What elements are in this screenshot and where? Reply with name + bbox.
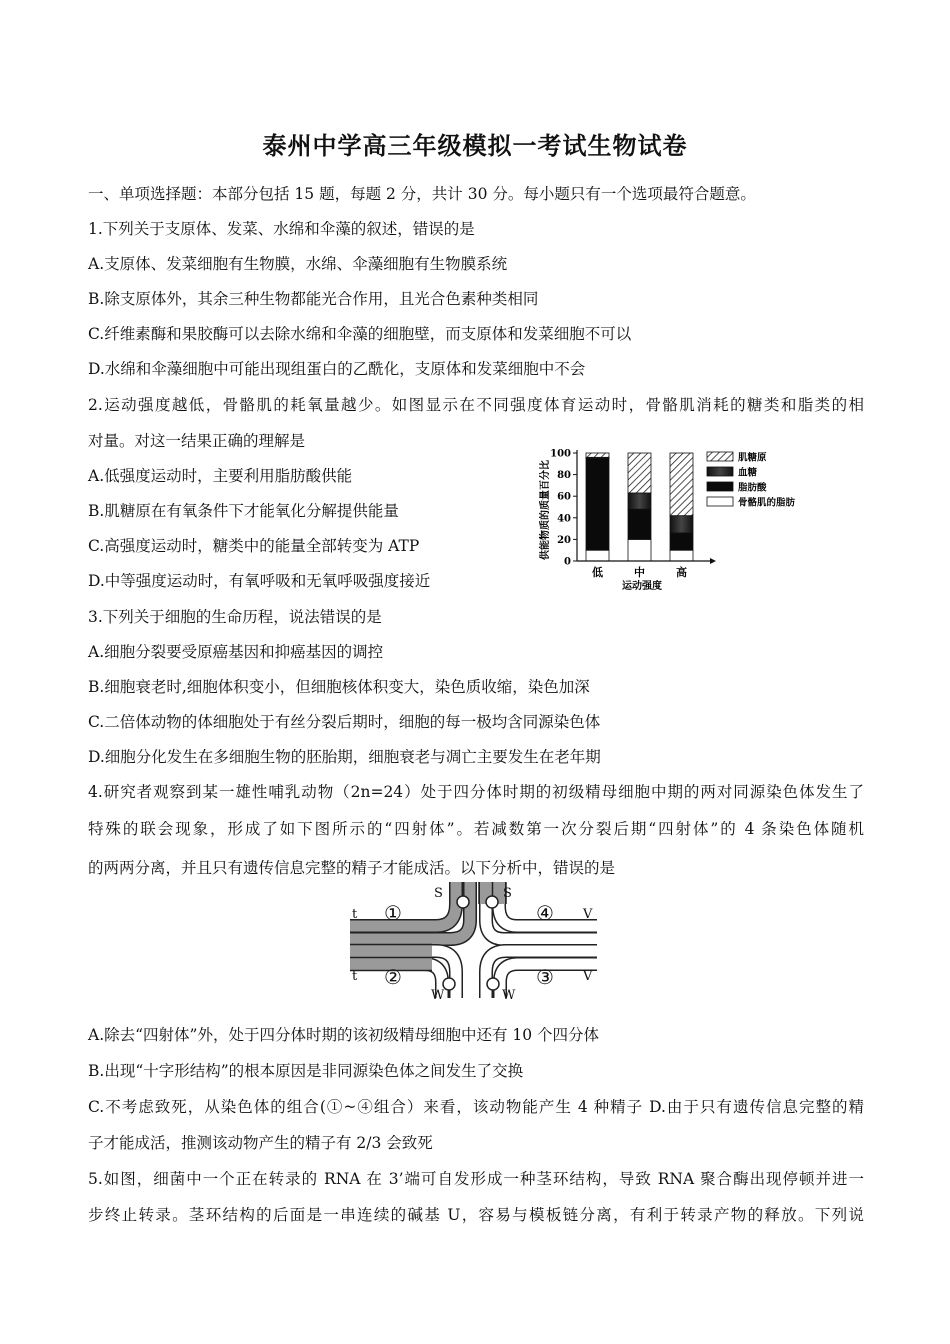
q2-option-a: A.低强度运动时，主要利用脂肪酸供能 — [88, 467, 353, 485]
legend-label: 骨骼肌的脂肪 — [738, 497, 796, 509]
q1-option-c: C.纤维素酶和果胶酶可以去除水绵和伞藻的细胞壁，而支原体和发菜细胞不可以 — [88, 325, 632, 343]
label-circle-3: ③ — [536, 965, 554, 989]
y-tick-label: 80 — [557, 470, 571, 482]
q3-option-d: D.细胞分化发生在多细胞生物的胚胎期，细胞衰老与凋亡主要发生在老年期 — [88, 748, 601, 766]
label-w-left: W — [431, 988, 445, 1003]
chart-ylabel: 供能物质的质量百分比 — [540, 460, 551, 560]
legend-label: 肌糖原 — [738, 452, 767, 464]
label-v-top: V — [583, 907, 593, 922]
y-tick-label: 40 — [557, 513, 571, 525]
y-tick-label: 0 — [564, 556, 571, 568]
q4-stem-line1: 4.研究者观察到某一雄性哺乳动物（2n=24）处于四分体时期的初级精母细胞中期的两对同源染色体发生了 — [88, 783, 864, 801]
q2-option-d: D.中等强度运动时，有氧呼吸和无氧呼吸强度接近 — [88, 572, 431, 590]
q3-option-a: A.细胞分裂要受原癌基因和抑癌基因的调控 — [88, 643, 384, 661]
bar-segment — [586, 550, 609, 561]
x-tick-label: 中 — [634, 566, 645, 579]
label-circle-4: ④ — [536, 901, 554, 925]
q1-option-a: A.支原体、发菜细胞有生物膜，水绵、伞藻细胞有生物膜系统 — [88, 255, 508, 273]
q4-option-c: C.不考虑致死，从染色体的组合(①~④组合）来看，该动物能产生 4 种精子 D.由于只有遗传信息完整的精 — [88, 1098, 864, 1116]
legend-swatch — [707, 467, 733, 476]
label-w-right: W — [502, 988, 516, 1003]
legend-swatch — [707, 452, 733, 461]
q4-option-b: B.出现“十字形结构”的根本原因是非同源染色体之间发生了交换 — [88, 1062, 524, 1080]
page-title: 泰州中学高三年级模拟一考试生物试卷 — [262, 132, 688, 160]
bar-segment — [586, 453, 609, 457]
q3-stem: 3.下列关于细胞的生命历程，说法错误的是 — [88, 608, 382, 626]
chart-legend — [707, 452, 796, 509]
label-t-top: t — [352, 907, 358, 922]
q3-option-c: C.二倍体动物的体细胞处于有丝分裂后期时，细胞的每一极均含同源染色体 — [88, 713, 601, 731]
q3-option-b: B.细胞衰老时,细胞体积变小，但细胞核体积变大，染色质收缩，染色加深 — [88, 678, 590, 696]
y-tick-label: 100 — [550, 448, 571, 460]
y-tick-label: 60 — [557, 491, 571, 503]
q4-option-a: A.除去“四射体”外，处于四分体时期的该初级精母细胞中还有 10 个四分体 — [88, 1026, 600, 1044]
q5-stem-line2: 步终止转录。茎环结构的后面是一串连续的碱基 U，容易与模板链分离，有利于转录产物的释放。下列说 — [88, 1206, 864, 1224]
energy-source-chart — [535, 438, 815, 598]
bar-segment — [628, 453, 651, 493]
y-tick-label: 20 — [557, 534, 571, 546]
q1-option-b: B.除支原体外，其余三种生物都能光合作用，且光合色素种类相同 — [88, 290, 539, 308]
legend-label: 脂肪酸 — [738, 482, 767, 494]
q2-stem-line1: 2.运动强度越低，骨骼肌的耗氧量越少。如图显示在不同强度体育运动时，骨骼肌消耗的糖类和脂类的相 — [88, 396, 864, 414]
q5-stem-line1: 5.如图，细菌中一个正在转录的 RNA 在 3’端可自发形成一种茎环结构，导致 RNA 聚合酶出现停顿并进一 — [88, 1170, 864, 1188]
q2-option-b: B.肌糖原在有氧条件下才能氧化分解提供能量 — [88, 502, 399, 520]
q2-option-c: C.高强度运动时，糖类中的能量全部转变为 ATP — [88, 537, 420, 555]
q4-option-c-cont: 子才能成活，推测该动物产生的精子有 2/3 会致死 — [88, 1134, 433, 1152]
q4-stem-line3: 的两两分离，并且只有遗传信息完整的精子才能成活。以下分析中，错误的是 — [88, 859, 616, 877]
chart-x-axis-arrow — [710, 558, 716, 564]
centromere-bottom-left — [443, 978, 455, 990]
q2-stem-line2: 对量。对这一结果正确的理解是 — [88, 432, 306, 450]
label-v-bottom: V — [583, 969, 593, 984]
centromere-top-right — [486, 896, 498, 908]
bar-segment — [670, 550, 693, 561]
bar-segment — [586, 458, 609, 550]
chart-xlabel: 运动强度 — [622, 581, 662, 592]
centromere-top-left — [457, 896, 469, 908]
bar-segment — [670, 453, 693, 516]
q1-option-d: D.水绵和伞藻细胞中可能出现组蛋白的乙酰化，支原体和发菜细胞中不会 — [88, 360, 586, 378]
x-tick-label: 低 — [592, 566, 603, 579]
label-s-left: S — [434, 886, 443, 901]
bar-segment — [670, 516, 693, 533]
quadrivalent-diagram — [346, 882, 601, 1007]
q1-stem: 1.下列关于支原体、发菜、水绵和伞藻的叙述，错误的是 — [88, 220, 475, 238]
legend-swatch — [707, 497, 733, 506]
x-tick-label: 高 — [676, 566, 687, 579]
q4-stem-line2: 特殊的联会现象，形成了如下图所示的“四射体”。若减数第一次分裂后期“四射体”的 4 条染色体随机 — [88, 820, 864, 838]
bar-segment — [628, 539, 651, 561]
bar-segment — [628, 509, 651, 539]
bar-segment — [670, 533, 693, 550]
label-circle-1: ① — [384, 901, 402, 925]
section-heading: 一、单项选择题：本部分包括 15 题，每题 2 分，共计 30 分。每小题只有一个选项最符合题意。 — [88, 185, 756, 203]
centromere-bottom-right — [487, 978, 499, 990]
label-circle-2: ② — [384, 965, 402, 989]
bar-segment — [628, 493, 651, 509]
label-s-right: S — [503, 886, 512, 901]
legend-label: 血糖 — [738, 467, 758, 479]
label-t-bottom: t — [352, 969, 358, 984]
legend-swatch — [707, 482, 733, 491]
